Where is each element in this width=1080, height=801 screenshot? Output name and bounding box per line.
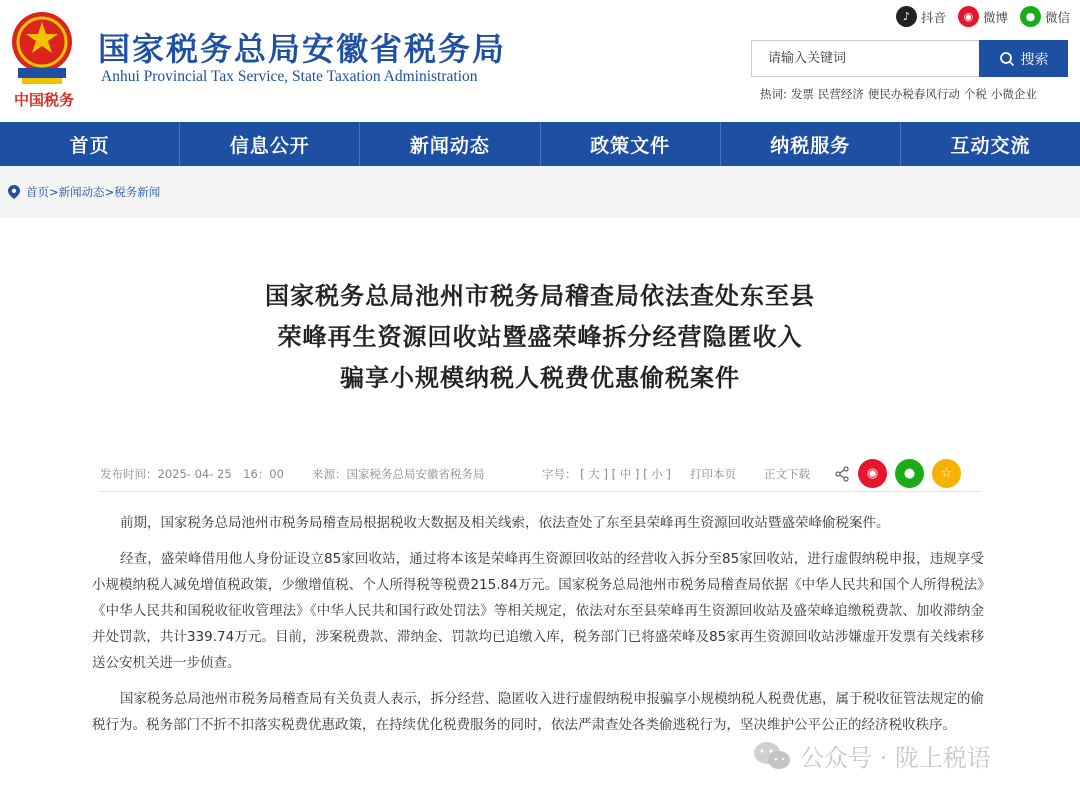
nav-item-news[interactable]: 新闻动态 bbox=[360, 122, 540, 166]
site-header bbox=[0, 0, 1080, 122]
font-size-medium[interactable]: [ 中 ] bbox=[611, 466, 640, 481]
article-paragraph: 国家税务总局池州市税务局稽查局有关负责人表示，拆分经营、隐匿收入进行虚假纳税申报骗享小规模纳税人税费优惠，属于税收征管法规定的偷税行为。税务部门不折不扣落实税费优惠政策，在持续优化税费服务的同时，依法严肃查处各类偷逃税行为，坚决维护公平公正的经济税收秩序。 bbox=[92, 691, 984, 733]
social-douyin[interactable] bbox=[896, 6, 946, 27]
hot-words-label: 热词: bbox=[760, 87, 787, 101]
nav-item-home[interactable]: 首页 bbox=[0, 122, 180, 166]
social-wechat-label: 微信 bbox=[1044, 9, 1070, 25]
search-button[interactable] bbox=[979, 40, 1068, 77]
share-bar bbox=[834, 459, 961, 488]
font-size-small[interactable]: [ 小 ] bbox=[643, 466, 671, 481]
watermark-text: 公众号 · 陇上税语 bbox=[800, 744, 991, 772]
nav-item-info[interactable]: 信息公开 bbox=[180, 122, 360, 166]
weibo-icon: ◉ bbox=[958, 6, 979, 27]
favorite-star-icon[interactable]: ☆ bbox=[932, 459, 961, 488]
main-nav bbox=[0, 122, 1080, 166]
share-wechat-icon[interactable]: ● bbox=[895, 459, 924, 488]
article-paragraph: 前期，国家税务总局池州市税务局稽查局根据税收大数据及相关线索，依法查处了东至县荣峰再生资源回收站暨盛荣峰偷税案件。 bbox=[120, 515, 890, 531]
douyin-icon: ♪ bbox=[896, 6, 917, 27]
tax-emblem-logo[interactable] bbox=[8, 8, 84, 110]
article-meta bbox=[100, 456, 980, 492]
social-weibo-label: 微博 bbox=[982, 9, 1008, 25]
breadcrumb-home[interactable]: 首页> bbox=[26, 185, 59, 199]
location-pin-icon bbox=[8, 185, 20, 199]
font-size-label: 字号： bbox=[542, 466, 577, 481]
search-button-label: 搜索 bbox=[1020, 51, 1049, 68]
wechat-icon: ● bbox=[1020, 6, 1041, 27]
nav-item-policy[interactable]: 政策文件 bbox=[541, 122, 721, 166]
font-size-controls bbox=[542, 466, 690, 482]
logo-text: 中国税务 bbox=[13, 91, 75, 109]
article-paragraph: 经查，盛荣峰借用他人身份证设立85家回收站，通过将本该是荣峰再生资源回收站的经营收入拆分至85家回收站，进行虚假纳税申报，违规享受小规模纳税人减免增值税政策，少缴增值税、个人所得税等税费215.84万元。国家税务总局池州市税务局稽查局依据《中华人民共和国个人所得税法》《中华人民共和国税收征收管理法》《中华人民共和国行政处罚法》等相关规定，依法对东至县荣峰再生资源回收站及盛荣峰追缴税费款、加收滞纳金并处罚款，共计339.74万元。目前，涉案税费款、滞纳金、罚款均已追缴入库，税务部门已将盛荣峰及85家再生资源回收站涉嫌虚开发票有关线索移送公安机关进一步侦查。 bbox=[92, 551, 984, 671]
wechat-watermark-icon bbox=[752, 740, 792, 772]
download-link[interactable]: 正文下载 bbox=[764, 466, 810, 481]
nav-item-interaction[interactable]: 互动交流 bbox=[950, 134, 1031, 157]
font-size-large[interactable]: [ 大 ] bbox=[580, 466, 608, 481]
site-title[interactable]: 国家税务总局安徽省税务局 bbox=[98, 30, 507, 68]
hot-word-item[interactable]: 发票 bbox=[790, 87, 814, 101]
nav-item-service[interactable]: 纳税服务 bbox=[721, 122, 901, 166]
social-weibo[interactable] bbox=[958, 6, 1008, 27]
breadcrumb bbox=[0, 166, 1080, 218]
article-title bbox=[0, 276, 1080, 399]
share-icon[interactable] bbox=[834, 466, 850, 482]
share-weibo-icon[interactable]: ◉ bbox=[858, 459, 887, 488]
breadcrumb-news[interactable]: 新闻动态> bbox=[58, 185, 115, 199]
search-icon bbox=[999, 51, 1015, 67]
search-input[interactable] bbox=[751, 40, 979, 77]
hot-word-item[interactable]: 便民办税春风行动 bbox=[867, 87, 960, 101]
hot-word-item[interactable]: 个税 bbox=[963, 87, 987, 101]
hot-word-item[interactable]: 民营经济 bbox=[817, 87, 864, 101]
article-title-line: 国家税务总局池州市税务局稽查局依法查处东至县 bbox=[265, 282, 815, 310]
article-body bbox=[92, 510, 984, 748]
article-source: 来源：国家税务总局安徽省税务局 bbox=[312, 466, 485, 481]
watermark bbox=[752, 738, 991, 773]
article-title-line: 荣峰再生资源回收站暨盛荣峰拆分经营隐匿收入 bbox=[277, 323, 803, 351]
breadcrumb-tax-news[interactable]: 税务新闻 bbox=[114, 185, 161, 199]
article-title-line: 骗享小规模纳税人税费优惠偷税案件 bbox=[340, 364, 740, 392]
social-douyin-label: 抖音 bbox=[920, 9, 946, 25]
hot-word-item[interactable]: 小微企业 bbox=[990, 87, 1037, 101]
site-subtitle: Anhui Provincial Tax Service, State Taxation Administration bbox=[101, 68, 478, 85]
social-links bbox=[896, 6, 1070, 27]
social-wechat[interactable] bbox=[1020, 6, 1070, 27]
print-link[interactable]: 打印本页 bbox=[690, 466, 736, 481]
publish-date: 发布时间：2025- 04- 25 16：00 bbox=[100, 466, 284, 481]
hot-words bbox=[760, 86, 1037, 102]
